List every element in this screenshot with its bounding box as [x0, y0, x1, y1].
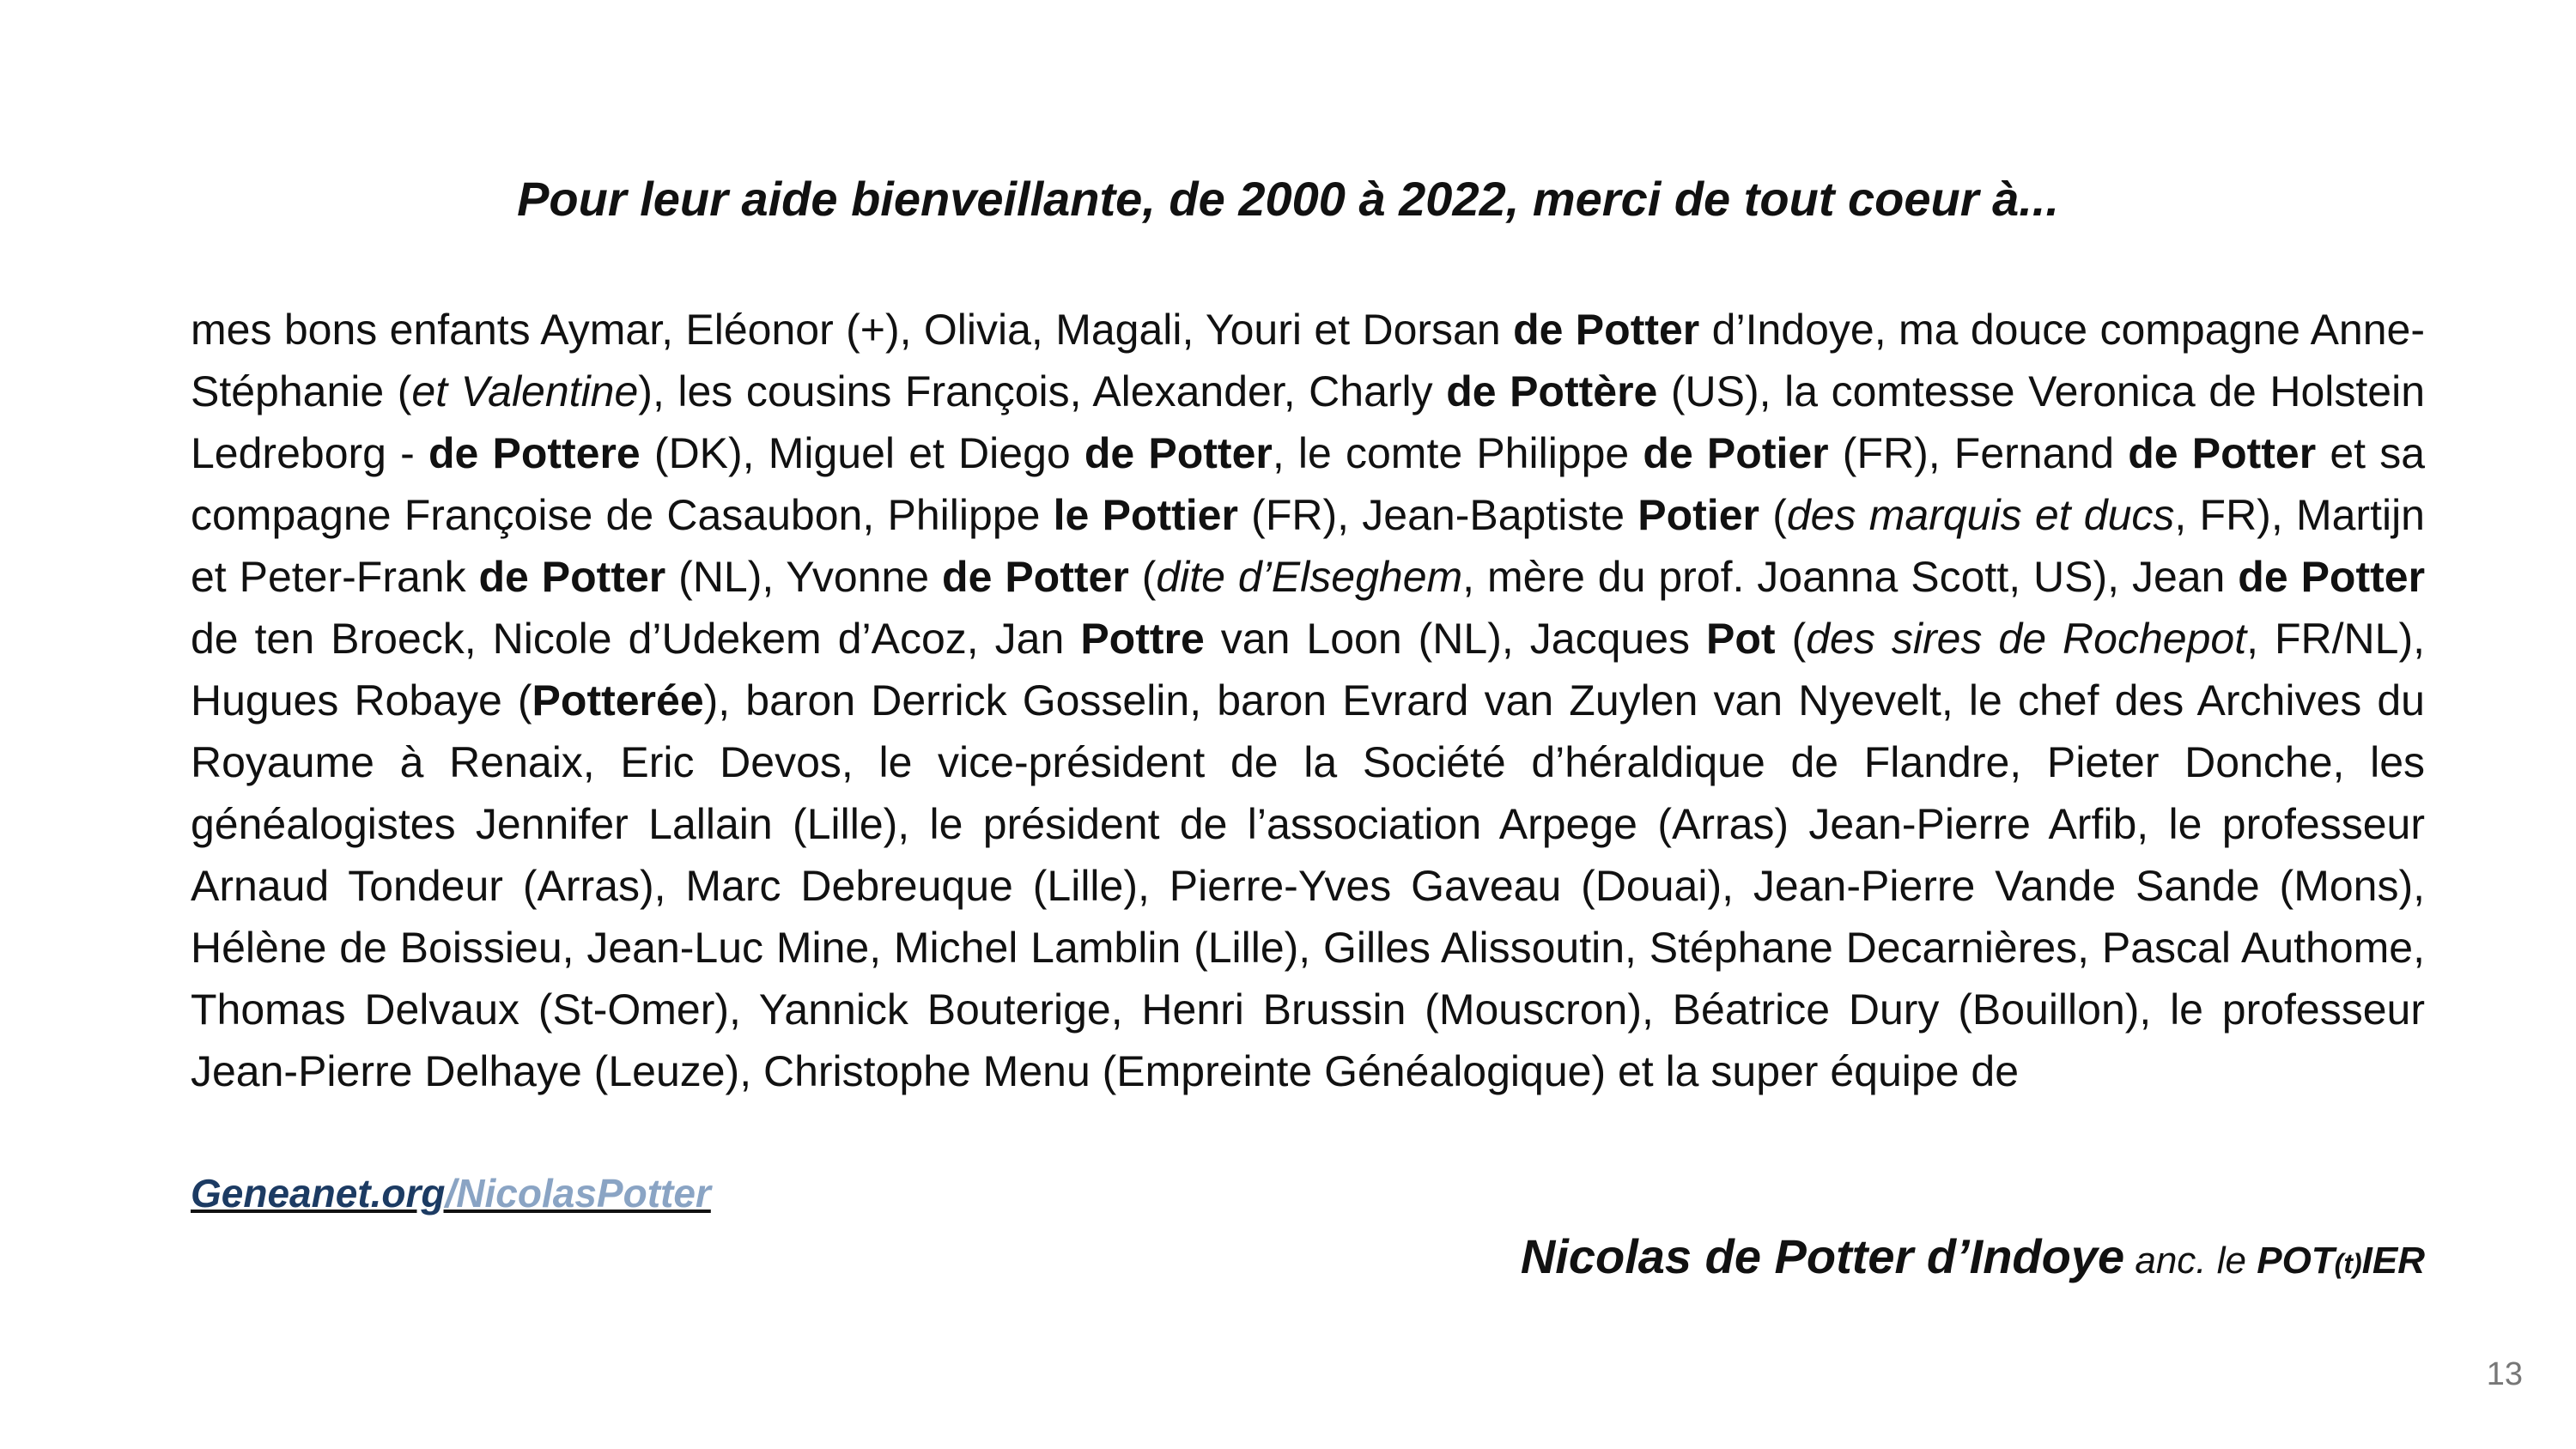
signature-name: Nicolas de Potter d’Indoye — [1520, 1229, 2125, 1283]
text-segment: , FR/NL), Hugues Robaye ( — [191, 615, 2425, 724]
italic-note: et Valentine — [411, 367, 639, 415]
text-segment: (FR), Fernand — [1828, 429, 2129, 477]
name-emphasis: Pot — [1706, 615, 1776, 663]
text-segment: (FR), Jean-Baptiste — [1237, 491, 1638, 539]
link-domain[interactable]: Geneanet.org — [191, 1171, 446, 1216]
text-segment: , mère du prof. Joanna Scott, US), Jean — [1462, 553, 2239, 601]
text-segment: , le comte Philippe — [1272, 429, 1643, 477]
name-emphasis: de Potter — [2238, 553, 2426, 601]
name-emphasis: de Potier — [1643, 429, 1829, 477]
signature-anc-label: anc. le — [2124, 1240, 2257, 1282]
text-segment: (DK), Miguel et Diego — [640, 429, 1084, 477]
italic-note: dite d’Elseghem — [1156, 553, 1463, 601]
text-segment: et sa compagne Françoise de Casaubon, Philippe — [191, 429, 2426, 539]
page-number: 13 — [2486, 1356, 2523, 1392]
name-emphasis: Pottre — [1080, 615, 1205, 663]
acknowledgements-paragraph — [191, 299, 2425, 1102]
name-emphasis: le Pottier — [1053, 491, 1238, 539]
name-emphasis: Potterée — [532, 676, 704, 724]
signature-pot: POT — [2257, 1240, 2335, 1282]
text-segment: van Loon (NL), Jacques — [1204, 615, 1707, 663]
slide-title: Pour leur aide bienveillante, de 2000 à 2022, merci de tout coeur à... — [517, 172, 2059, 226]
text-segment: (NL), Yvonne — [665, 553, 943, 601]
signature-ier: IER — [2361, 1240, 2425, 1282]
italic-note: des sires de Rochepot — [1806, 615, 2247, 663]
link-path[interactable]: /NicolasPotter — [445, 1171, 711, 1216]
name-emphasis: de Potter — [478, 553, 666, 601]
text-segment: ( — [1775, 615, 1807, 663]
text-segment: , FR), Martijn et Peter-Frank — [191, 491, 2425, 601]
text-segment: ), baron Derrick Gosselin, baron Evrard van Zuylen van Nyevelt, le chef des Archives du Royaume à Renaix, Eric Devos, le vice-président de la Société d’héraldique de Flandre, Pieter Donche, les généalogistes Jennifer Lallain (Lille), le président de l’association Arpege (Arras) Jean-Pierre Arfib, le professeur Arnaud Tondeur (Arras), Marc Debreuque (Lille), Pierre-Yves Gaveau (Douai), Jean-Pierre Vande Sande (Mons), Hélène de Boissieu, Jean-Luc Mine, Michel Lamblin (Lille), Gilles Alissoutin, Stéphane Decarnières, Pascal Authome, Thomas Delvaux (St-Omer), Yannick Bouterige, Henri Brussin (Mouscron), Béatrice Dury (Bouillon), le professeur Jean-Pierre Delhaye (Leuze), Christophe Menu (Empreinte Généalogique) et la super équipe de — [191, 676, 2425, 1095]
text-segment: d’Indoye, ma douce compagne Anne-Stéphanie ( — [191, 306, 2425, 415]
name-emphasis: Potier — [1637, 491, 1759, 539]
geneanet-link[interactable] — [191, 1167, 711, 1219]
text-segment: mes bons enfants Aymar, Eléonor (+), Olivia, Magali, Youri et Dorsan — [191, 306, 1514, 354]
name-emphasis: de Pottere — [428, 429, 641, 477]
italic-note: des marquis et ducs — [1786, 491, 2175, 539]
name-emphasis: de Potter — [1084, 429, 1273, 477]
text-segment: ( — [1128, 553, 1157, 601]
signature-small-t: (t) — [2334, 1248, 2362, 1279]
text-segment: ( — [1759, 491, 1787, 539]
name-emphasis: de Potter — [942, 553, 1129, 601]
text-segment: (US), la comtesse Veronica de Holstein Ledreborg - — [191, 367, 2426, 477]
name-emphasis: de Pottère — [1446, 367, 1658, 415]
name-emphasis: de Potter — [1513, 306, 1700, 354]
name-emphasis: de Potter — [2128, 429, 2317, 477]
signature — [1521, 1226, 2425, 1294]
text-segment: de ten Broeck, Nicole d’Udekem d’Acoz, Jan — [191, 615, 1081, 663]
text-segment: ), les cousins François, Alexander, Charly — [638, 367, 1447, 415]
